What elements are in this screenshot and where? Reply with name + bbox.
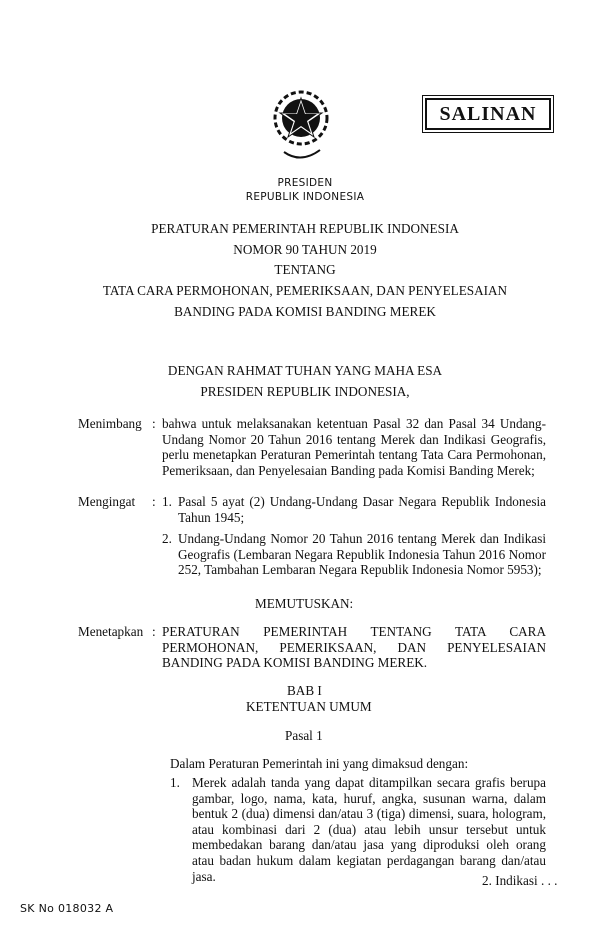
- preamble-line: DENGAN RAHMAT TUHAN YANG MAHA ESA: [167, 363, 443, 378]
- title-line: TATA CARA PERMOHONAN, PEMERIKSAAN, DAN PENYELESAIAN: [102, 283, 508, 298]
- title-line: NOMOR 90 TAHUN 2019: [233, 242, 377, 257]
- menetapkan-text: PERATURAN PEMERINTAH TENTANG TATA CARA PERMOHONAN, PEMERIKSAAN, DAN PENYELESAIAN BANDING PADA KOMISI BANDING MEREK.: [162, 624, 546, 671]
- list-number: 1.: [162, 494, 172, 509]
- title-line: BANDING PADA KOMISI BANDING MEREK: [174, 304, 436, 319]
- bab-number: BAB I: [287, 683, 322, 698]
- title-line: TENTANG: [274, 262, 336, 277]
- salinan-stamp: SALINAN: [425, 98, 551, 130]
- header-presiden: PRESIDEN: [277, 177, 333, 189]
- footer-sk-number: SK No 018032 A: [20, 902, 114, 915]
- mengingat-label: Mengingat: [78, 494, 136, 509]
- menetapkan-label: Menetapkan: [78, 624, 144, 639]
- definition-item: Merek adalah tanda yang dapat ditampilkan secara grafis berupa gambar, logo, nama, kata, huruf, angka, susunan warna, dalam bentuk 2 (dua) dimensi dan/atau 3 (tiga) dimensi, suara, hologram, atau kombinasi dari 2 (dua) atau lebih unsur tersebut untuk membedakan barang dan/atau jasa yang diproduksi oleh orang atau badan hukum dalam kegiatan perdagangan barang dan/atau jasa.: [192, 775, 546, 884]
- colon: :: [152, 416, 156, 431]
- list-number: 2.: [162, 531, 172, 546]
- list-number: 1.: [170, 775, 180, 790]
- definitions-intro: Dalam Peraturan Pemerintah ini yang dimaksud dengan:: [170, 756, 469, 771]
- menimbang-text: bahwa untuk melaksanakan ketentuan Pasal 32 dan Pasal 34 Undang-Undang Nomor 20 Tahun 2016 tentang Merek dan Indikasi Geografis, perlu menetapkan Peraturan Pemerintah tentang Tata Cara Permohonan, Pemeriksaan, dan Penyelesaian Banding pada Komisi Banding Merek;: [162, 416, 546, 478]
- continuation-marker: 2. Indikasi . . .: [482, 873, 558, 888]
- preamble-line: PRESIDEN REPUBLIK INDONESIA,: [200, 384, 410, 399]
- title-line: PERATURAN PEMERINTAH REPUBLIK INDONESIA: [151, 221, 459, 236]
- bab-title: KETENTUAN UMUM: [246, 699, 372, 714]
- mengingat-item: Undang-Undang Nomor 20 Tahun 2016 tentang Merek dan Indikasi Geografis (Lembaran Negara Republik Indonesia Tahun 2016 Nomor 252, Tambahan Lembaran Negara Republik Indonesia Nomor 5953);: [178, 531, 546, 578]
- pasal-heading: Pasal 1: [285, 728, 323, 743]
- garuda-emblem-icon: [262, 72, 340, 164]
- menimbang-label: Menimbang: [78, 416, 142, 431]
- mengingat-item: Pasal 5 ayat (2) Undang-Undang Dasar Negara Republik Indonesia Tahun 1945;: [178, 494, 546, 525]
- memutuskan: MEMUTUSKAN:: [255, 596, 354, 611]
- colon: :: [152, 624, 156, 639]
- header-republik: REPUBLIK INDONESIA: [245, 191, 365, 203]
- colon: :: [152, 494, 156, 509]
